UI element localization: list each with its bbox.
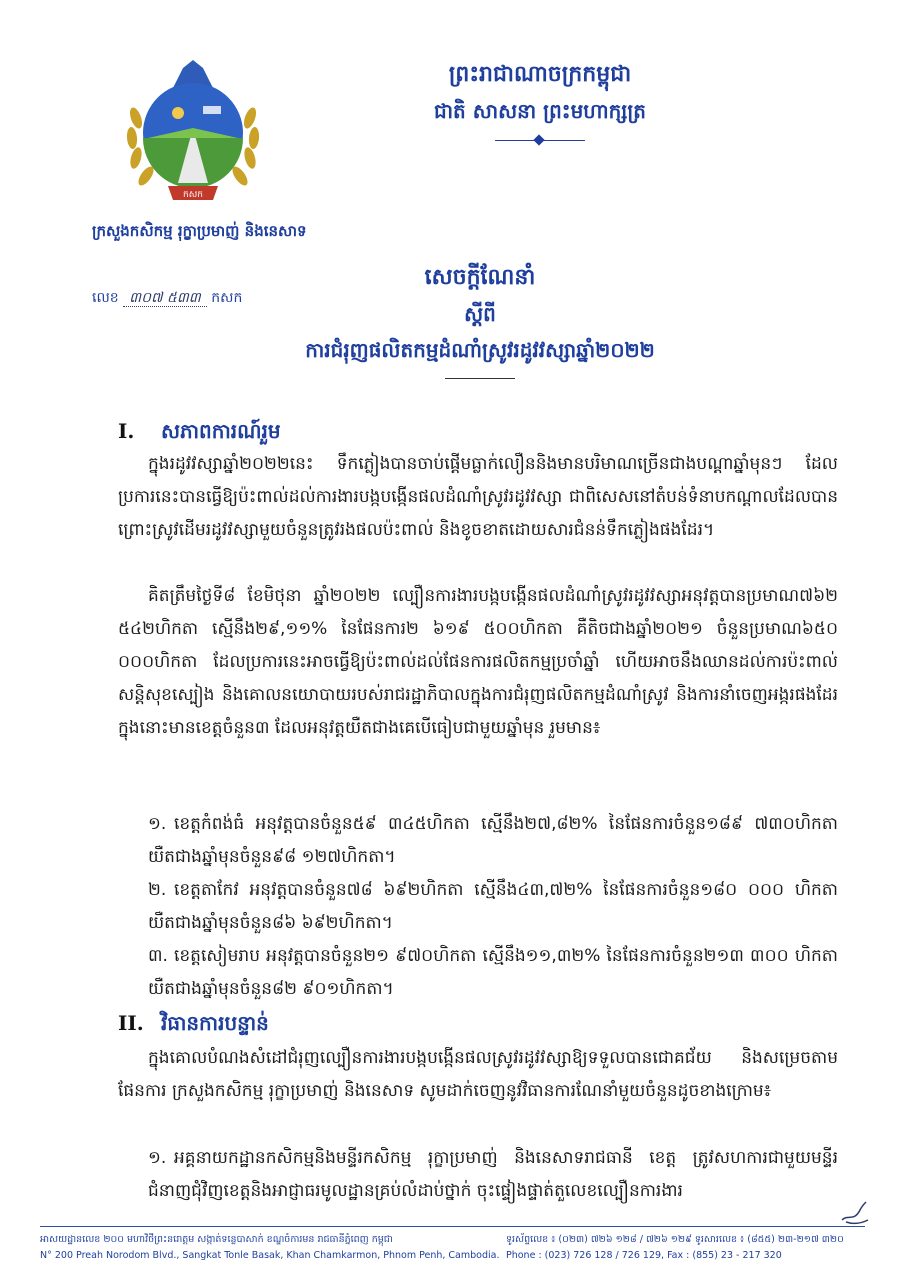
footer-address-khmer: អាសយដ្ឋានលេខ ២០០ មហាវិថីព្រះនរោត្តម សង្កាត់ទន្លេបាសាក់ ខណ្ឌចំការមន រាជធានីភ្នំពេញ កម្ពុជា	[40, 1234, 393, 1245]
section-2-paragraph-1: ក្នុងគោលបំណងសំដៅជំរុញល្បឿនការងារបង្កបង្កើនផលស្រូវរដូវវស្សាឱ្យទទួលបានជោគជ័យ និងសម្រេចតាមផែនការ ក្រសួងកសិកម្ម រុក្ខាប្រមាញ់ និងនេសាទ សូមដាក់ចេញនូវវិធានការណែនាំមួយចំនួនដូចខាងក្រោម៖	[118, 1048, 838, 1101]
list-item-number: ២.	[148, 880, 167, 900]
list-item-number: ១.	[148, 814, 167, 834]
section-2-number: II.	[118, 1011, 144, 1035]
footer-contact	[506, 1232, 844, 1264]
list-item-number: ៣.	[148, 946, 168, 966]
ref-label: លេខ	[92, 290, 119, 306]
kingdom-title: ព្រះរាជាណាចក្រកម្ពុជា	[448, 62, 632, 87]
document-title: សេចក្តីណែនាំ	[424, 265, 536, 290]
list-item	[118, 1142, 838, 1208]
section-1-title: សភាពការណ៍រួម	[160, 419, 281, 443]
footer-phone-english: Phone : (023) 726 128 / 726 129, Fax : (855) 23 - 217 320	[506, 1250, 782, 1261]
section-1-paragraph-2: គិតត្រឹមថ្ងៃទី៨ ខែមិថុនា ឆ្នាំ២០២២ ល្បឿនការងារបង្កបង្កើនផលដំណាំស្រូវរដូវវស្សាអនុវត្តបានប្រមាណ៧៦២ ៥៤២ហិកតា ស្មើនឹង២៩,១១% នៃផែនការ២ ៦១៩ ៥០០ហិកតា គឺតិចជាងឆ្នាំ២០២១ ចំនួនប្រមាណ៦៥០ ០០០ហិកតា ដែលប្រការនេះអាចធ្វើឱ្យប៉ះពាល់ដល់ផែនការផលិតកម្មប្រចាំឆ្នាំ ហើយអាចនឹងឈានដល់ការប៉ះពាល់សន្តិសុខស្បៀង និងគោលនយោបាយរបស់រាជរដ្ឋាភិបាលក្នុងការជំរុញផលិតកម្មដំណាំស្រូវ និងការនាំចេញអង្ករផងដែរ ក្នុងនោះមានខេត្តចំនួន៣ ដែលអនុវត្តយឺតជាងគេបើធៀបជាមួយឆ្នាំមុន រួមមាន៖	[118, 586, 838, 738]
footer-address	[40, 1232, 500, 1264]
list-item	[118, 874, 838, 940]
list-item-number: ១.	[148, 1148, 167, 1168]
logo-banner-text: កសក	[183, 190, 203, 200]
footer-address-english: N° 200 Preah Norodom Blvd., Sangkat Tonle Basak, Khan Chamkarmon, Phnom Penh, Cambodia.	[40, 1250, 500, 1261]
footer-phone-khmer: ទូរស័ព្ទលេខ ៖ (០២៣) ៧២៦ ១២៨ / ៧២៦ ១២៩ ទូរសារលេខ ៖ (៨៥៥) ២៣-២១៧ ៣២០	[506, 1234, 844, 1245]
list-item-text: អគ្គនាយកដ្ឋានកសិកម្មនិងមន្ទីរកសិកម្ម រុក្ខាប្រមាញ់ និងនេសាទរាជធានី ខេត្ត ត្រូវសហការជាមួយមន្ទីរជំនាញជុំវិញខេត្តនិងអាជ្ញាធរមូលដ្ឋានគ្រប់លំដាប់ថ្នាក់ ចុះផ្ទៀងផ្ទាត់តួលេខល្បឿនការងារ	[148, 1148, 838, 1201]
footer-divider	[40, 1226, 865, 1227]
ministry-emblem-logo	[118, 58, 268, 208]
section-2-heading	[118, 1010, 269, 1040]
document-subject: ការជំរុញផលិតកម្មដំណាំស្រូវរដូវវស្សាឆ្នាំ២០២២	[305, 338, 655, 362]
title-divider	[445, 378, 515, 379]
list-item-text: ខេត្តតាកែវ អនុវត្តបានចំនួន៧៨ ៦៩២ហិកតា ស្មើនឹង៤៣,៧២% នៃផែនការចំនួន១៨០ ០០០ ហិកតា យឺតជាងឆ្នាំមុនចំនួន៨៦ ៦៩២ហិកតា។	[148, 880, 838, 933]
list-item-text: ខេត្តកំពង់ធំ អនុវត្តបានចំនួន៥៩ ៣៤៥ហិកតា ស្មើនឹង២៧,៨២% នៃផែនការចំនួន១៨៩ ៧៣០ហិកតា យឺតជាងឆ្នាំមុនចំនួន៩៨ ១២៧ហិកតា។	[148, 814, 838, 867]
section-1-number: I.	[118, 419, 135, 443]
ref-suffix: កសក	[211, 290, 243, 306]
national-motto: ជាតិ សាសនា ព្រះមហាក្សត្រ	[434, 99, 646, 123]
document-title-block	[180, 260, 780, 379]
list-item	[118, 808, 838, 874]
section-2-title: វិធានការបន្ទាន់	[160, 1011, 269, 1035]
document-subtitle-about: ស្តីពី	[464, 302, 496, 326]
section-1-paragraph-1: ក្នុងរដូវវស្សាឆ្នាំ២០២២នេះ ទឹកភ្លៀងបានចាប់ផ្តើមធ្លាក់លឿននិងមានបរិមាណច្រើនជាងបណ្តាឆ្នាំមុនៗ ដែលប្រការនេះបានធ្វើឱ្យប៉ះពាល់ដល់ការងារបង្កបង្កើនផលដំណាំស្រូវរដូវវស្សា ជាពិសេសនៅតំបន់ទំនាបកណ្តាលដែលបានព្រោះស្រូវដើមរដូវវស្សាមួយចំនួនត្រូវរងផលប៉ះពាល់ និងខូចខាតដោយសារជំនន់ទឹកភ្លៀងផងដែរ។	[118, 454, 838, 540]
initial-signature-mark	[840, 1200, 870, 1226]
section-1-heading	[118, 418, 281, 448]
header-ornament	[495, 136, 585, 146]
kingdom-header	[330, 60, 750, 146]
list-item-text: ខេត្តសៀមរាប អនុវត្តបានចំនួន២១ ៩៧០ហិកតា ស្មើនឹង១១,៣២% នៃផែនការចំនួន២១៣ ៣០០ ហិកតា យឺតជាងឆ្នាំមុនចំនួន៨២ ៩០១ហិកតា។	[148, 946, 838, 999]
list-item	[118, 940, 838, 1006]
ref-number-handwritten: ៣០៧ ៥៣៣	[123, 290, 207, 307]
ministry-name: ក្រសួងកសិកម្ម រុក្ខាប្រមាញ់ និងនេសាទ	[92, 222, 307, 240]
